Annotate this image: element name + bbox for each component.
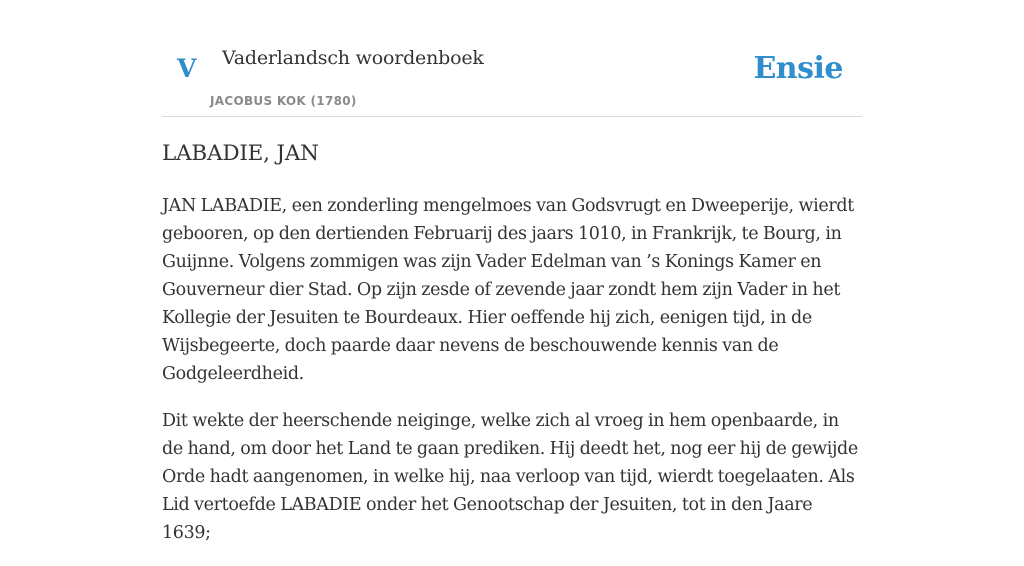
book-author: JACOBUS KOK (1780) — [210, 94, 357, 108]
book-letter-badge[interactable]: V — [177, 54, 197, 83]
site-logo[interactable]: Ensie — [753, 51, 843, 86]
entry-body — [162, 192, 862, 566]
entry-paragraph: Dit wekte der heerschende neiginge, welke zich al vroeg in hem openbaarde, in de hand, om door het Land te gaan prediken. Hij deedt het, nog eer hij de gewijde Orde hadt aangenomen, in welke hij, naa verloop van tijd, wierdt toegelaaten. Als Lid vertoefde LABADIE onder het Genootschap der Jesuiten, tot in den Jaare 1639; — [162, 411, 858, 543]
entry-title: LABADIE, JAN — [162, 141, 319, 166]
book-title[interactable]: Vaderlandsch woordenboek — [222, 47, 484, 69]
entry-paragraph: JAN LABADIE, een zonderling mengelmoes van Godsvrugt en Dweeperije, wierdt gebooren, op den dertienden Februarij des jaars 1010, in Frankrijk, te Bourg, in Guijnne. Volgens zommigen was zijn Vader Edelman van ’s Konings Kamer en Gouverneur dier Stad. Op zijn zesde of zevende jaar zondt hem zijn Vader in het Kollegie der Jesuiten te Bourdeaux. Hier oeffende hij zich, eenigen tijd, in de Wijsbegeerte, doch paarde daar nevens de beschouwende kennis van de Godgeleerdheid. — [162, 196, 854, 384]
book-header — [162, 0, 862, 117]
